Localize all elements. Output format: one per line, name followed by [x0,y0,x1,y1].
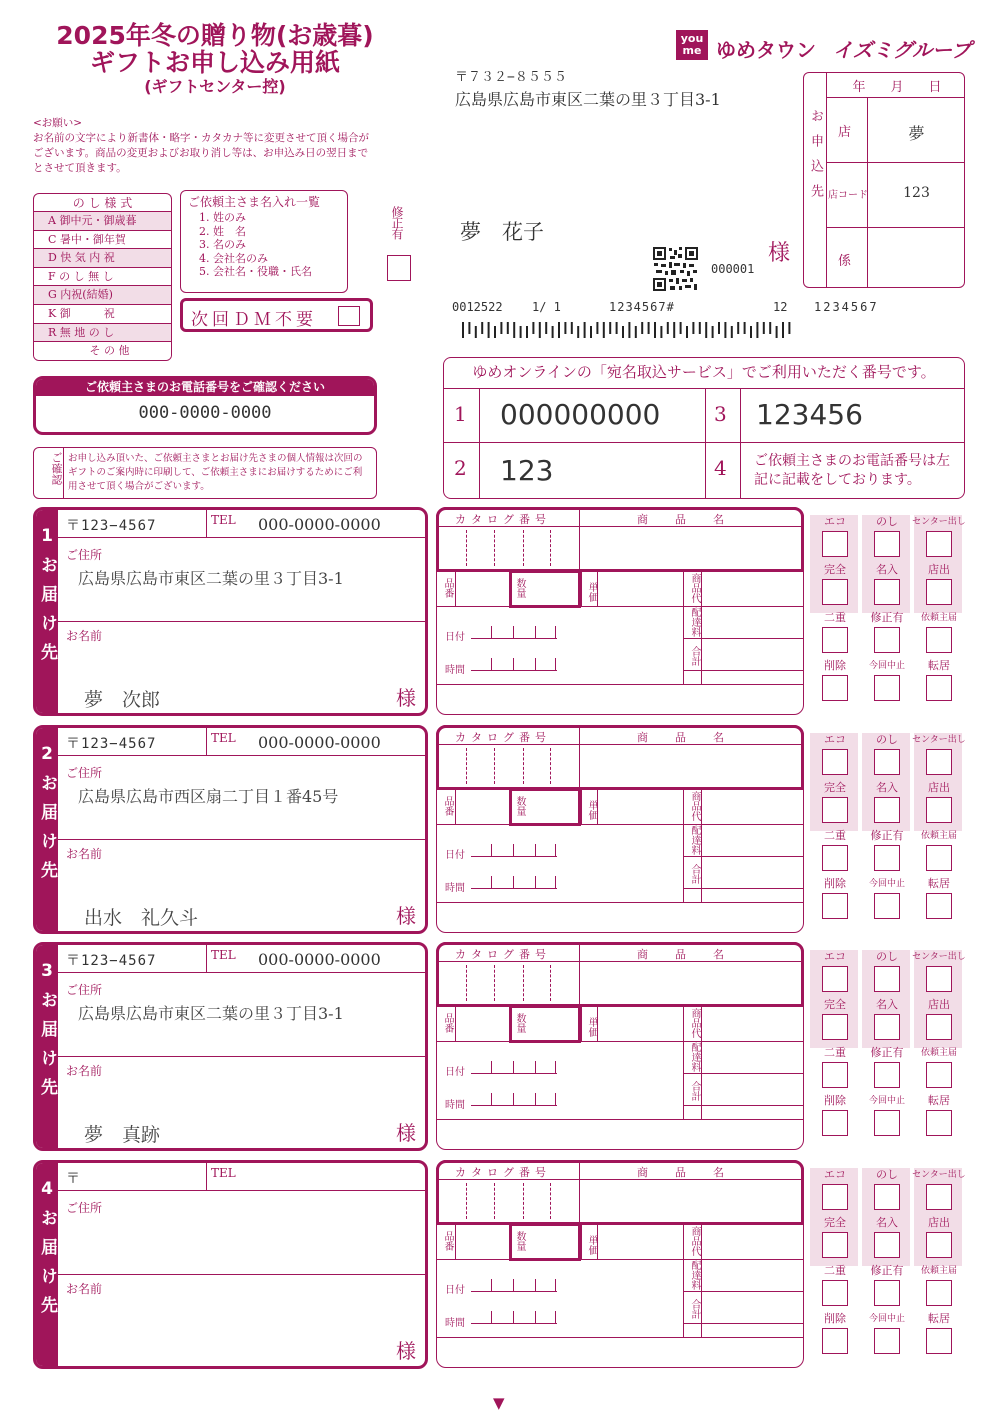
status-checkbox[interactable] [822,1062,848,1088]
status-checkbox[interactable] [822,579,848,605]
recipient-tel: 000-0000-0000 [258,950,381,969]
title-line2: ギフトお申し込み用紙 [89,48,340,77]
recipient-sama: 様 [396,1339,416,1363]
status-checkbox[interactable] [874,627,900,653]
status-checkbox[interactable] [926,1328,952,1354]
code-e: 1234567 [814,300,879,314]
status-checkbox[interactable] [822,627,848,653]
product-name-label: 商 品 名 [637,731,732,744]
recipient-tel: 000-0000-0000 [258,733,381,752]
name-list-items [181,211,347,279]
status-check-label: のし [876,515,898,528]
qr-code-number: 000001 [711,262,755,276]
suryo-label: 数量 [514,578,525,598]
qr-code [652,246,699,292]
store-date-label: 年 月 日 [852,80,948,95]
recipient-block [33,725,428,934]
suryo-label: 数量 [514,1231,525,1251]
name-list [180,190,348,293]
name-list-item: 4. 会社名のみ [199,251,268,265]
dm-optout-checkbox[interactable] [338,306,360,326]
suryo-label: 数量 [514,796,525,816]
status-checkbox[interactable] [874,579,900,605]
status-checkbox[interactable] [874,1062,900,1088]
status-checkbox[interactable] [926,1232,952,1258]
status-checkbox[interactable] [926,627,952,653]
status-checkbox[interactable] [874,966,900,992]
status-check-label: 削除 [824,1312,846,1325]
catalog-label: カタログ番号 [455,948,551,961]
status-checkbox[interactable] [926,1110,952,1136]
status-checkbox[interactable] [926,531,952,557]
recipient-tel-label: TEL [211,1166,236,1180]
status-check-label: 転居 [928,1094,950,1107]
brand-izumi: イズミグループ [832,38,972,62]
status-checkbox[interactable] [874,1014,900,1040]
status-checkbox[interactable] [926,579,952,605]
recipient-side [36,1163,58,1369]
recipient-block [33,942,428,1151]
time-label: 時間 [445,1318,465,1329]
date-label: 日付 [445,1285,465,1296]
noshi-style-table [33,193,172,361]
recipient-address-label: ご住所 [66,548,103,562]
store-label: 店 [838,125,852,140]
name-list-title: ご依頼主さま名入れ一覧 [188,195,321,209]
name-list-item: 3. 名のみ [199,238,246,251]
recipient-tel-label: TEL [211,731,236,745]
status-checkbox[interactable] [874,1328,900,1354]
gokei-label: 合計 [689,646,700,666]
gokei-label: 合計 [689,864,700,884]
recipient-block [33,1160,428,1369]
phone-confirm-title: ご依頼主さまのお電話番号をご確認ください [36,379,374,396]
status-check-label: 今回中止 [868,1314,905,1324]
gokei-label: 合計 [689,1299,700,1319]
status-checkbox[interactable] [926,1062,952,1088]
store-staff-label: 係 [838,254,852,269]
online-v3: 123456 [756,398,863,431]
status-check-label: 依頼主届 [920,831,957,841]
product-name-label: 商 品 名 [637,1166,732,1179]
shohindai-label: 商品代 [689,1008,700,1038]
sender-honorific: 様 [768,241,791,266]
status-check-grid [810,950,965,1150]
store-side-label: お申込先 [808,109,823,209]
status-check-label: 店出 [928,1216,950,1229]
online-n3: 3 [714,402,727,426]
status-checkbox[interactable] [822,749,848,775]
status-check-label: 店出 [928,998,950,1011]
product-block [436,942,804,1150]
recipient-number: 2 [41,744,53,764]
recipient-name: 夢 真跡 [84,1124,161,1146]
sender-code-line [452,300,912,318]
recipient-address-label: ご住所 [66,766,103,780]
status-check-grid [810,515,965,715]
notice-body: お名前の文字により新書体・略字・カタカナ等に変更させて頂く場合がございます。商品の変更およびお取り消し等は、お申込み日の翌日までとさせて頂きます。 [33,132,369,174]
postal-barcode [460,322,805,338]
catalog-label: カタログ番号 [455,513,551,526]
status-checkbox[interactable] [926,749,952,775]
quantity-field[interactable] [509,1005,581,1043]
status-check-label: 二重 [824,829,846,842]
dm-optout [180,298,373,332]
recipient-tel: 000-0000-0000 [258,515,381,534]
recipient-number: 1 [41,526,53,546]
status-check-label: 二重 [824,611,846,624]
status-check-label: 今回中止 [868,661,905,671]
online-title: ゆめオンラインの「宛名取込サービス」でご利用いただく番号です。 [472,363,936,381]
status-checkbox[interactable] [926,675,952,701]
shohindai-label: 商品代 [689,573,700,603]
recipient-address-label: ご住所 [66,1201,103,1215]
status-check-label: 依頼主届 [920,613,957,623]
brand-name [716,34,971,63]
notice [33,116,373,176]
noshi-item: K 御 祝 [34,305,171,324]
status-check-label: 二重 [824,1264,846,1277]
status-checkbox[interactable] [926,845,952,871]
logo-mark-top: you [680,32,704,45]
recipient-sama: 様 [396,686,416,710]
title-line1: 2025年冬の贈り物(お歳暮) [56,21,374,50]
status-check-label: エコ [824,515,846,528]
notice-title: <お願い> [33,117,83,129]
footer-arrow: ▼ [493,1394,505,1412]
logo-mark-bottom: me [682,44,702,57]
noshi-title: の し 様 式 [34,194,171,212]
status-check-label: 削除 [824,659,846,672]
status-checkbox[interactable] [926,893,952,919]
status-checkbox[interactable] [874,1184,900,1210]
status-check-label: 削除 [824,877,846,890]
name-list-item: 1. 姓のみ [199,211,246,224]
catalog-label: カタログ番号 [455,1166,551,1179]
status-check-label: 依頼主届 [920,1266,957,1276]
sender-address: 広島県広島市東区二葉の里３丁目3-1 [455,90,721,109]
status-checkbox[interactable] [926,797,952,823]
recipient-name-label: お名前 [66,1064,103,1078]
recipient-sama: 様 [396,904,416,928]
status-checkbox[interactable] [822,966,848,992]
online-n2: 2 [454,456,467,480]
product-block [436,725,804,933]
status-check-label: 完全 [824,998,846,1011]
hinban-label: 品番 [442,1231,453,1251]
store-code-label: 店コード [828,190,868,201]
name-list-item: 2. 姓 名 [199,224,246,238]
recipient-sama: 様 [396,1121,416,1145]
recipient-block [33,507,428,716]
recipient-postal: 〒123−4567 [66,736,157,752]
soryo-label: 配達料 [689,607,700,637]
product-name-label: 商 品 名 [637,513,732,526]
status-check-label: 転居 [928,877,950,890]
privacy-body: お申し込み頂いた、ご依頼主さまとお届け先さまの個人情報は次回のギフトのご案内時に印刷して、ご依頼主さまにお届けするためにご利用させて頂く場合がございます。 [68,453,363,492]
status-checkbox[interactable] [822,845,848,871]
status-check-label: 修正有 [870,1046,904,1059]
sender-postal: 〒７３２−８５５５ [455,70,567,85]
status-checkbox[interactable] [874,1280,900,1306]
store-code-value: 123 [903,185,930,201]
tanka-label: 単価 [586,582,597,602]
status-checkbox[interactable] [874,531,900,557]
recipient-side [36,510,58,716]
recipient-name-label: お名前 [66,1282,103,1296]
status-checkbox[interactable] [874,675,900,701]
brand-yumetown: ゆめタウン [716,38,816,62]
status-checkbox[interactable] [874,749,900,775]
soryo-label: 配達料 [689,1260,700,1290]
noshi-item: R 無 地 の し [34,324,171,343]
recipient-tel-label: TEL [211,948,236,962]
recipient-address: 広島県広島市西区扇二丁目１番45号 [78,787,339,806]
status-check-label: センター出し [912,1170,966,1180]
status-check-label: 二重 [824,1046,846,1059]
recipient-otodoke-label: お届け先 [37,556,57,672]
code-d: 12 [773,300,788,314]
noshi-item: そ の 他 [34,342,171,361]
quantity-field[interactable] [509,1223,581,1261]
code-b: 1/ 1 [532,300,561,314]
online-service-box [443,357,965,499]
noshi-item: A 御中元・御歳暮 [34,212,171,231]
recipient-tel-label: TEL [211,513,236,527]
recipient-name-label: お名前 [66,847,103,861]
tanka-label: 単価 [586,1235,597,1255]
hinban-label: 品番 [442,1013,453,1033]
recipient-address: 広島県広島市東区二葉の里３丁目3-1 [78,569,344,588]
dm-optout-label: 次回ＤＭ不要 [191,310,317,330]
online-n4: 4 [714,456,727,480]
status-checkbox[interactable] [822,893,848,919]
form-title [30,22,400,98]
time-label: 時間 [445,665,465,676]
recipient-otodoke-label: お届け先 [37,991,57,1107]
soryo-label: 配達料 [689,825,700,855]
privacy-note [33,447,377,499]
suryo-label: 数量 [514,1013,525,1033]
status-check-label: 店出 [928,563,950,576]
status-check-label: エコ [824,1168,846,1181]
correction-checkbox[interactable] [387,255,411,281]
status-check-label: 完全 [824,563,846,576]
status-checkbox[interactable] [822,1280,848,1306]
phone-confirm-value: 000-0000-0000 [138,403,272,423]
store-box [803,72,965,288]
status-checkbox[interactable] [926,1184,952,1210]
date-label: 日付 [445,1067,465,1078]
status-check-label: 名入 [876,563,898,576]
recipient-number: 4 [41,1179,53,1199]
status-check-grid [810,733,965,933]
status-check-grid [810,1168,965,1368]
status-check-label: のし [876,733,898,746]
status-check-label: 転居 [928,1312,950,1325]
status-check-label: センター出し [912,952,966,962]
status-check-label: 名入 [876,781,898,794]
status-checkbox[interactable] [822,1184,848,1210]
online-v2: 123 [500,454,554,487]
recipient-postal: 〒123−4567 [66,953,157,969]
online-v1: 000000000 [500,398,661,431]
status-check-label: 名入 [876,1216,898,1229]
recipient-address-label: ご住所 [66,983,103,997]
store-value: 夢 [908,124,925,143]
catalog-label: カタログ番号 [455,731,551,744]
quantity-field[interactable] [509,788,581,826]
sender-name: 夢 花子 [460,220,544,244]
status-check-label: センター出し [912,517,966,527]
status-check-label: 店出 [928,781,950,794]
recipient-postal: 〒123−4567 [66,518,157,534]
privacy-label: ご確認 [50,452,63,485]
quantity-field[interactable] [509,570,581,608]
product-block [436,1160,804,1368]
status-check-label: 削除 [824,1094,846,1107]
recipient-side [36,945,58,1151]
recipient-side [36,728,58,934]
status-checkbox[interactable] [822,675,848,701]
status-checkbox[interactable] [926,1014,952,1040]
noshi-items [34,212,171,361]
product-block [436,507,804,715]
correction-label: 修正有 [390,206,404,239]
brand-logo [676,30,708,60]
hinban-label: 品番 [442,578,453,598]
tanka-label: 単価 [586,800,597,820]
status-check-label: 今回中止 [868,879,905,889]
noshi-item: F の し 無 し [34,268,171,287]
noshi-item: G 内祝(結婚) [34,286,171,305]
recipient-otodoke-label: お届け先 [37,774,57,890]
recipient-name: 夢 次郎 [84,689,161,711]
recipient-postal: 〒 [66,1171,81,1187]
shohindai-label: 商品代 [689,791,700,821]
status-check-label: 完全 [824,1216,846,1229]
gokei-label: 合計 [689,1081,700,1101]
recipient-name-label: お名前 [66,629,103,643]
status-checkbox[interactable] [822,1014,848,1040]
status-checkbox[interactable] [874,893,900,919]
title-line3: (ギフトセンター控) [144,77,286,96]
name-list-item: 5. 会社名・役職・氏名 [199,265,312,278]
status-check-label: 完全 [824,781,846,794]
time-label: 時間 [445,883,465,894]
recipient-otodoke-label: お届け先 [37,1209,57,1325]
status-checkbox[interactable] [874,845,900,871]
status-check-label: 修正有 [870,829,904,842]
online-n1: 1 [454,402,467,426]
recipient-address: 広島県広島市東区二葉の里３丁目3-1 [78,1004,344,1023]
status-check-label: 修正有 [870,611,904,624]
shohindai-label: 商品代 [689,1226,700,1256]
status-check-label: センター出し [912,735,966,745]
phone-confirm [33,376,377,435]
noshi-item: C 暑中・御年賀 [34,231,171,250]
status-checkbox[interactable] [874,797,900,823]
product-name-label: 商 品 名 [637,948,732,961]
status-checkbox[interactable] [822,797,848,823]
status-check-label: 今回中止 [868,1096,905,1106]
hinban-label: 品番 [442,796,453,816]
recipient-number: 3 [41,961,53,981]
status-checkbox[interactable] [926,966,952,992]
status-check-label: 名入 [876,998,898,1011]
status-check-label: のし [876,950,898,963]
status-check-label: 修正有 [870,1264,904,1277]
status-checkbox[interactable] [874,1110,900,1136]
date-label: 日付 [445,632,465,643]
status-checkbox[interactable] [822,1232,848,1258]
status-check-label: 転居 [928,659,950,672]
status-check-label: エコ [824,733,846,746]
code-c: 1234567# [609,300,675,314]
status-check-label: のし [876,1168,898,1181]
status-checkbox[interactable] [822,1110,848,1136]
status-checkbox[interactable] [822,1328,848,1354]
status-check-label: エコ [824,950,846,963]
online-v4: ご依頼主さまのお電話番号は左記に記載をしております。 [754,453,950,488]
status-check-label: 依頼主届 [920,1048,957,1058]
tanka-label: 単価 [586,1017,597,1037]
date-label: 日付 [445,850,465,861]
time-label: 時間 [445,1100,465,1111]
code-a: 0012522 [452,300,503,314]
noshi-item: D 快 気 内 祝 [34,249,171,268]
status-checkbox[interactable] [874,1232,900,1258]
soryo-label: 配達料 [689,1042,700,1072]
status-checkbox[interactable] [822,531,848,557]
recipient-name: 出水 礼久斗 [84,907,199,929]
status-checkbox[interactable] [926,1280,952,1306]
